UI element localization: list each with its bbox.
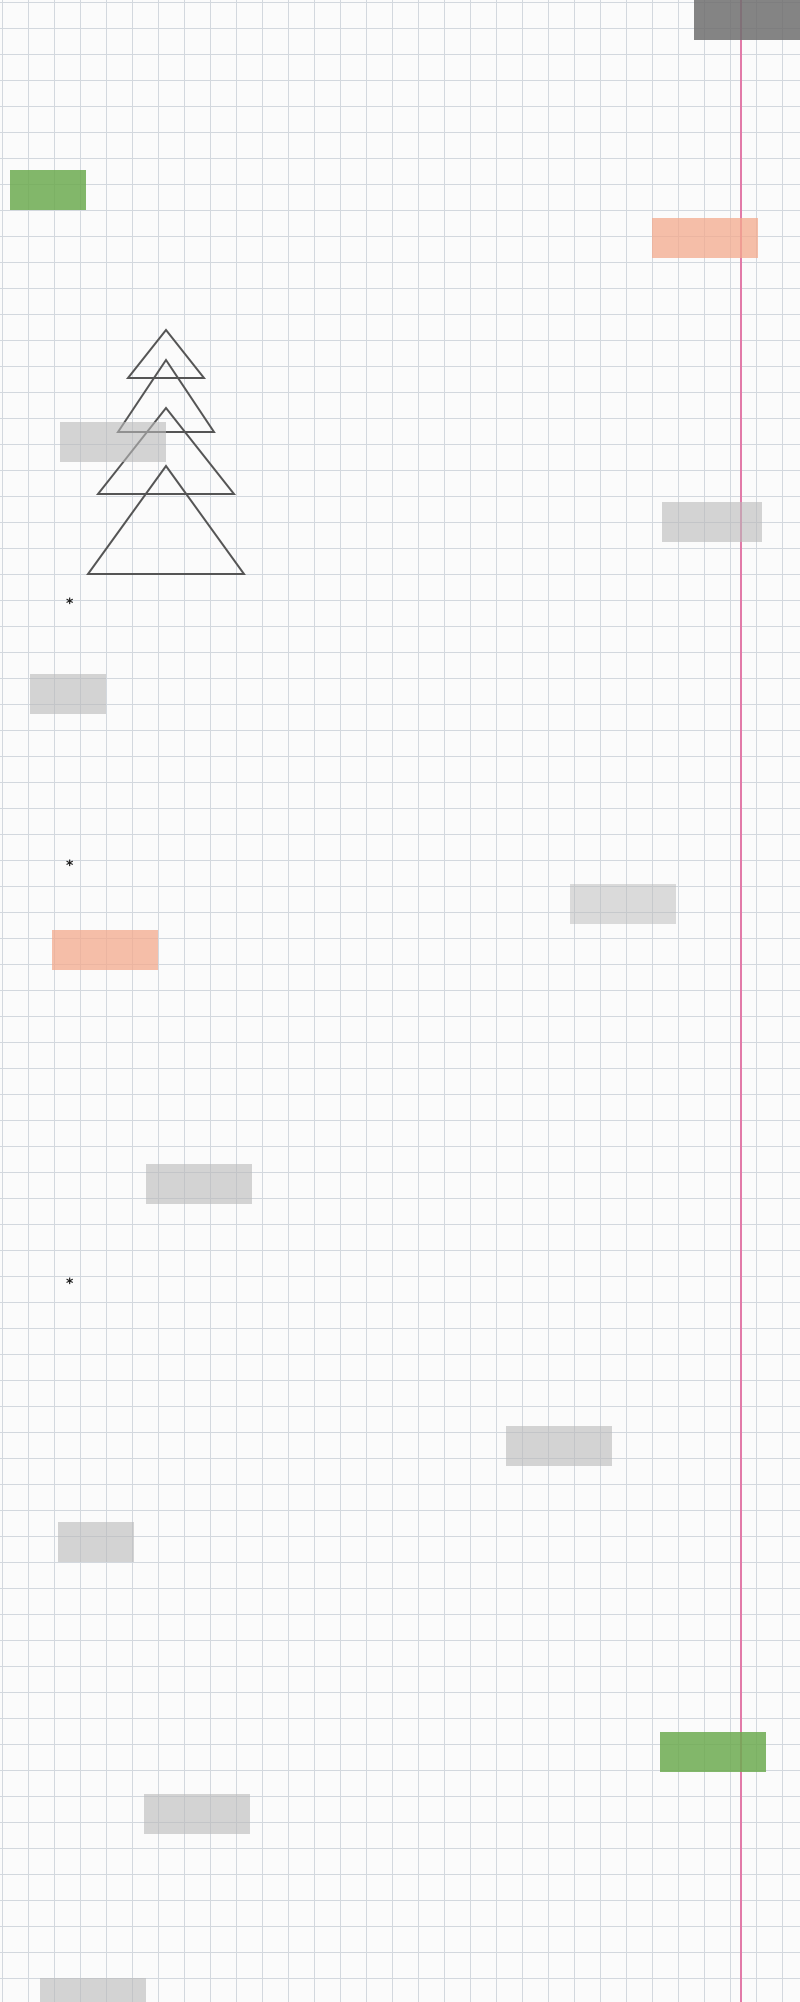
number-line-1	[0, 1360, 520, 1510]
watermark-gray-8	[144, 1794, 250, 1834]
watermark-gray-4	[570, 884, 676, 924]
watermark-gray-1	[60, 422, 166, 462]
watermark-top-right	[694, 0, 800, 40]
task8a-heading: *	[66, 858, 74, 874]
watermark-gray-2	[662, 502, 762, 542]
watermark-orange-1	[652, 218, 758, 258]
number-line-2	[0, 1544, 520, 1694]
watermark-orange-2	[52, 930, 158, 970]
watermark-gray-7	[58, 1522, 134, 1562]
watermark-green-2	[660, 1732, 766, 1772]
watermark-gray-6	[506, 1426, 612, 1466]
watermark-gray-9	[40, 1978, 146, 2002]
watermark-gray-5	[146, 1164, 252, 1204]
watermark-gray-3	[30, 674, 106, 714]
notebook-margin-line	[740, 0, 742, 2002]
number-line-3	[0, 1726, 520, 1876]
task7-heading: *	[66, 596, 74, 612]
tree-triangle-4	[88, 466, 244, 574]
task8b-heading: *	[66, 1276, 74, 1292]
watermark-green-1	[10, 170, 86, 210]
tree-triangle-1	[128, 330, 204, 378]
